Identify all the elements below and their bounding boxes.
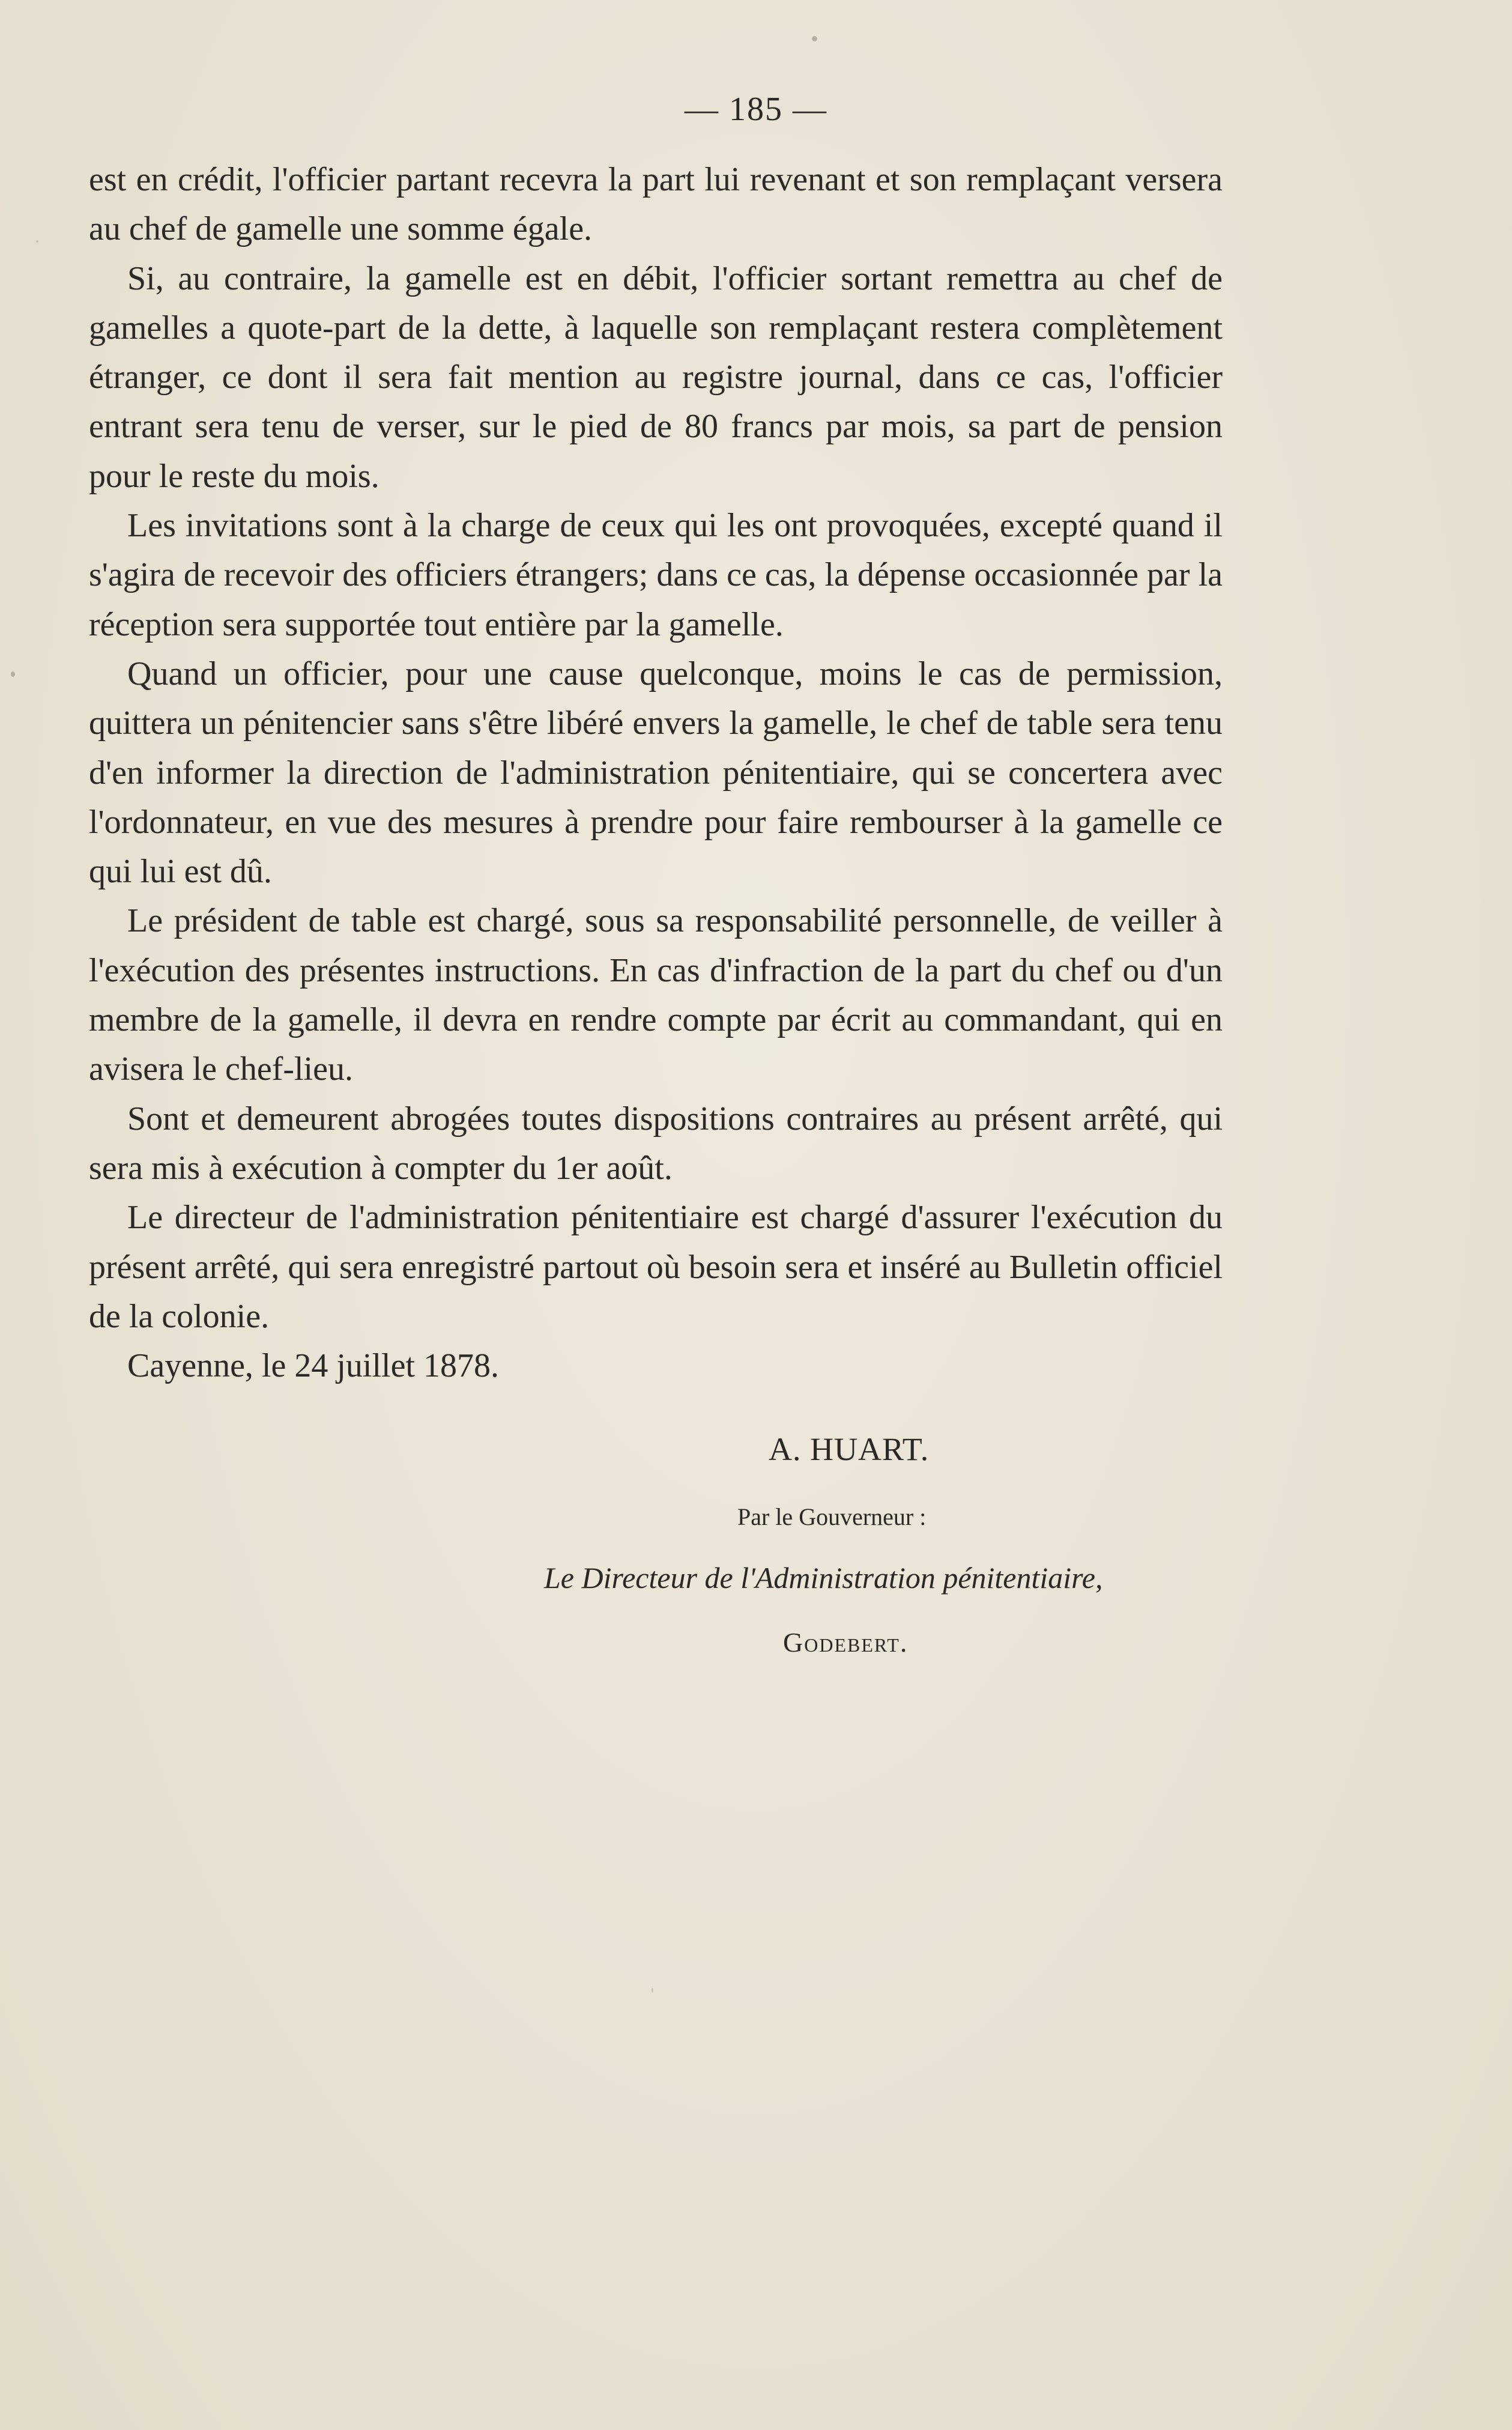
paragraph-2: Si, au contraire, la gamelle est en débit, l'officier sortant remettra au chef de gamelles a quote-part de la dette, à laquelle son remplaçant restera complètement étranger, ce dont il sera fait mention au registre journal, dans ce cas, l'officier entrant sera tenu de verser, sur le pied de 80 francs par mois, sa part de pension pour le reste du mois. [89, 259, 1223, 495]
body-text [89, 155, 1223, 1390]
governor-signature: A. HUART. [769, 1431, 930, 1467]
dateline: Cayenne, le 24 juillet 1878. [127, 1347, 499, 1385]
directeur-name: Godebert. [783, 1627, 909, 1658]
paper-speck [652, 1988, 653, 1993]
paragraph-4: Quand un officier, pour une cause quelconque, moins le cas de permission, quittera un pénitencier sans s'être libéré envers la gamelle, le chef de table sera tenu d'en informer la direction de l'administration pénitentiaire, qui se concertera avec l'ordonnateur, en vue des mesures à prendre pour faire rembourser à la gamelle ce qui lui est dû. [89, 655, 1223, 891]
paper-speck [36, 240, 38, 243]
paragraph-5: Le président de table est chargé, sous sa responsabilité personnelle, de veiller à l'exécution des présentes instructions. En cas d'infraction de la part du chef ou d'un membre de la gamelle, il devra en rendre compte par écrit au commandant, qui en avisera le chef-lieu. [89, 902, 1223, 1088]
paragraph-7: Le directeur de l'administration pénitentiaire est chargé d'assurer l'exécution du présent arrêté, qui sera enregistré partout où besoin sera et inséré au Bulletin officiel de la colonie. [89, 1199, 1223, 1335]
directeur-title: Le Directeur de l'Administration pénitentiaire, [544, 1561, 1103, 1595]
paragraph-3: Les invitations sont à la charge de ceux qui les ont provoquées, excepté quand il s'agira de recevoir des officiers étrangers; dans ce cas, la dépense occasionnée par la réception sera supportée tout entière par la gamelle. [89, 507, 1223, 643]
par-le-gouverneur: Par le Gouverneur : [737, 1503, 927, 1530]
paragraph-1: est en crédit, l'officier partant recevra la part lui revenant et son remplaçant versera au chef de gamelle une somme égale. [89, 161, 1223, 248]
paragraph-6: Sont et demeurent abrogées toutes dispositions contraires au présent arrêté, qui sera mis à exécution à compter du 1er août. [89, 1100, 1223, 1187]
page-number: — 185 — [685, 91, 827, 128]
paper-speck [812, 36, 817, 41]
paper-speck [11, 671, 15, 677]
